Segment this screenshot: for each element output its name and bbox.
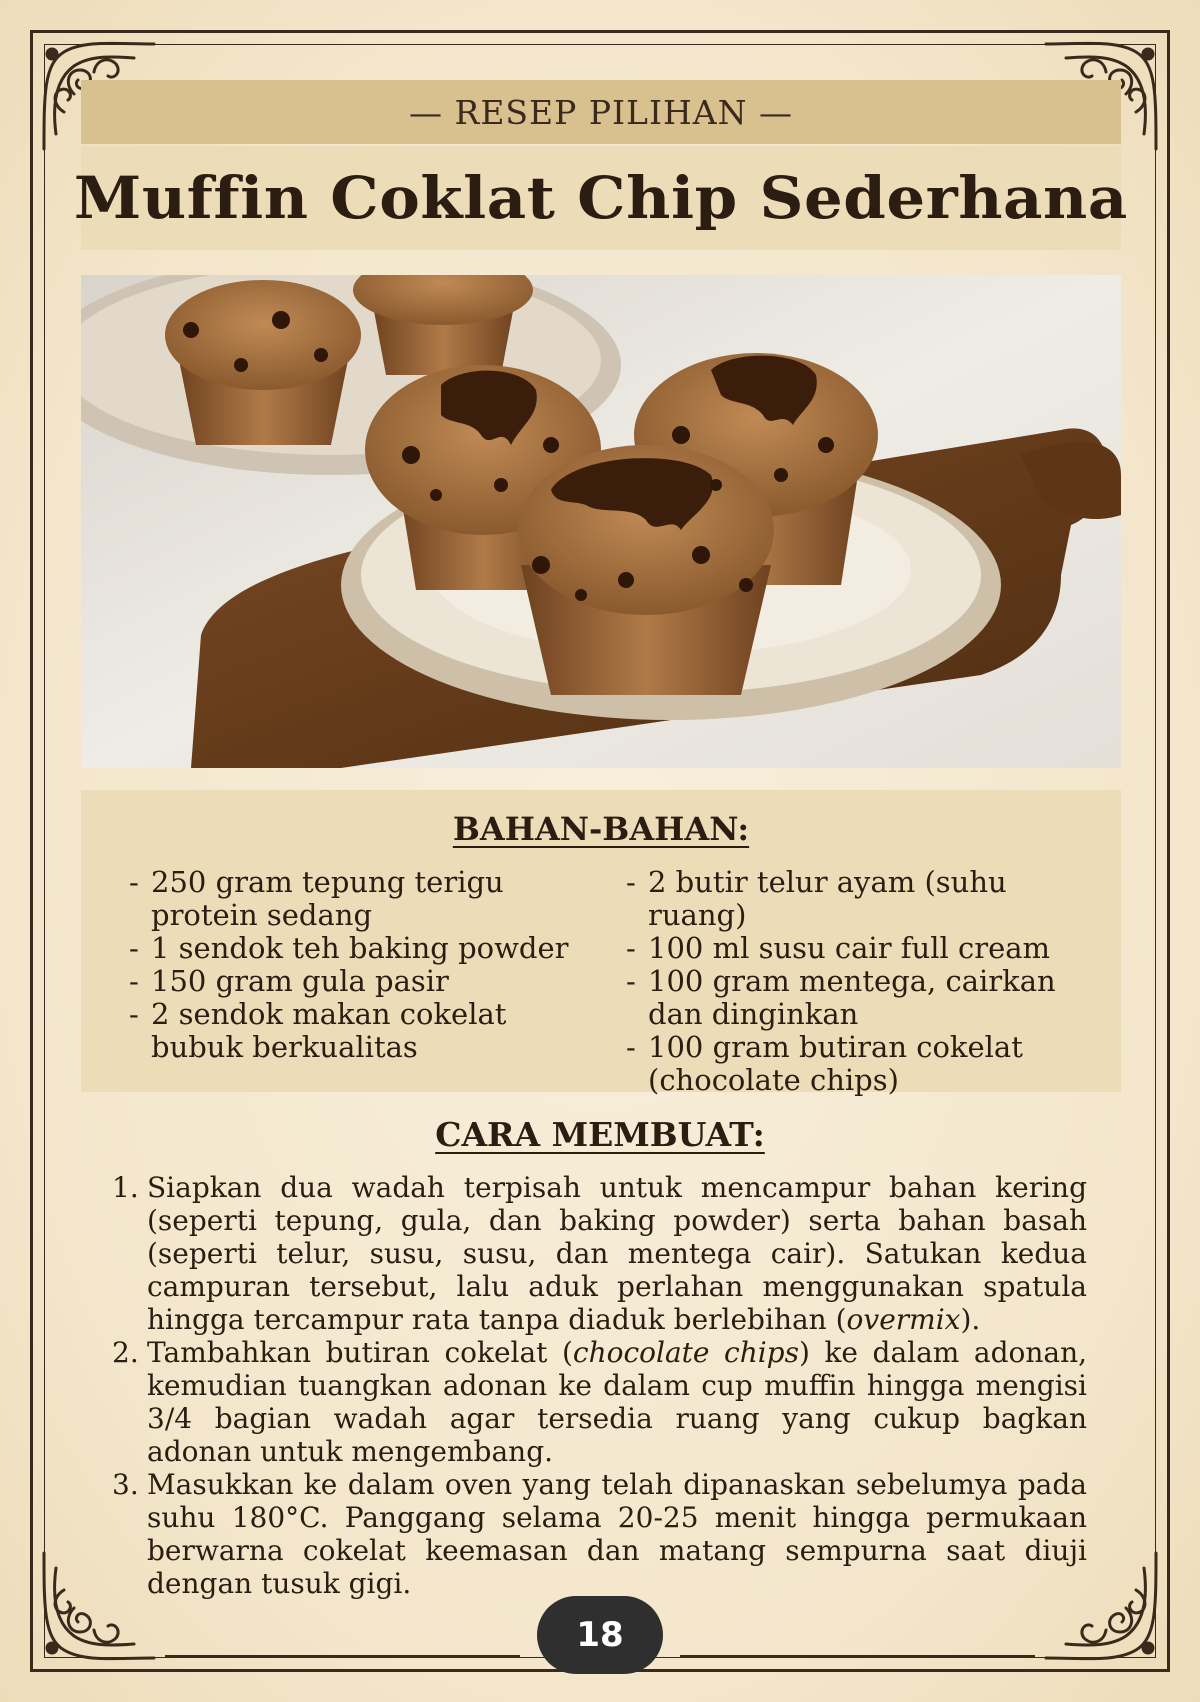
method-step (112, 1171, 1087, 1336)
step-text: Siapkan dua wadah terpisah untuk mencampur bahan kering (seperti tepung, gula, dan baking powder) serta bahan basah (seperti telur, susu, susu, dan mentega cair). Satukan kedua campuran tersebut, lalu aduk perlahan menggunakan spatula hingga tercampur rata tanpa diaduk berlebihan ( (147, 1171, 1087, 1336)
step-text: Tambahkan butiran cokelat ( (147, 1336, 573, 1369)
method-steps (112, 1171, 1087, 1600)
list-item: - 2 butir telur ayam (suhu ruang) (626, 866, 1096, 932)
recipe-kicker (81, 80, 1121, 144)
method-heading (0, 1115, 1200, 1154)
step-text-end: ) ke dalam adonan, kemudian tuangkan adonan ke dalam cup muffin hingga mengisi 3/4 bagian wadah agar tersedia ruang yang cukup bagkan adonan untuk mengembang. (147, 1336, 1088, 1468)
list-item: - 150 gram gula pasir (129, 965, 579, 998)
kicker-text: — RESEP PILIHAN — (409, 92, 793, 132)
footer-rule-left (165, 1655, 520, 1657)
list-item: - 250 gram tepung terigu protein sedang (129, 866, 579, 932)
list-item: - 1 sendok teh baking powder (129, 932, 579, 965)
step-number: 1. (112, 1171, 139, 1204)
method-step (112, 1336, 1087, 1468)
step-number: 3. (112, 1468, 139, 1501)
ingredients-list-left (129, 866, 579, 1064)
page-number: 18 (576, 1615, 624, 1655)
step-text-end: ). (960, 1303, 981, 1336)
list-item: - 2 sendok makan cokelat bubuk berkualitas (129, 998, 579, 1064)
step-emphasis: chocolate chips (572, 1336, 799, 1369)
ingredients-list-right (626, 866, 1096, 1097)
list-item: - 100 ml susu cair full cream (626, 932, 1096, 965)
step-text: Masukkan ke dalam oven yang telah dipanaskan sebelumya pada suhu 180°C. Panggang selama 20-25 menit hingga permukaan berwarna cokelat keemasan dan matang sempurna saat diuji dengan tusuk gigi. (147, 1468, 1087, 1600)
ingredients-heading-text: BAHAN-BAHAN: (452, 810, 750, 848)
ingredients-panel (81, 790, 1121, 1097)
method-heading-text: CARA MEMBUAT: (435, 1115, 765, 1154)
method-step (112, 1468, 1087, 1600)
ingredients-heading (81, 810, 1121, 848)
title-band (74, 146, 1128, 250)
muffin-photo (81, 275, 1121, 768)
list-item: - 100 gram butiran cokelat (chocolate chips) (626, 1031, 1096, 1097)
step-emphasis: overmix (846, 1303, 961, 1336)
footer-rule-right (680, 1655, 1035, 1657)
list-item: - 100 gram mentega, cairkan dan dinginkan (626, 965, 1096, 1031)
recipe-title: Muffin Coklat Chip Sederhana (74, 164, 1128, 232)
step-number: 2. (112, 1336, 139, 1369)
page-number-badge (537, 1596, 663, 1674)
